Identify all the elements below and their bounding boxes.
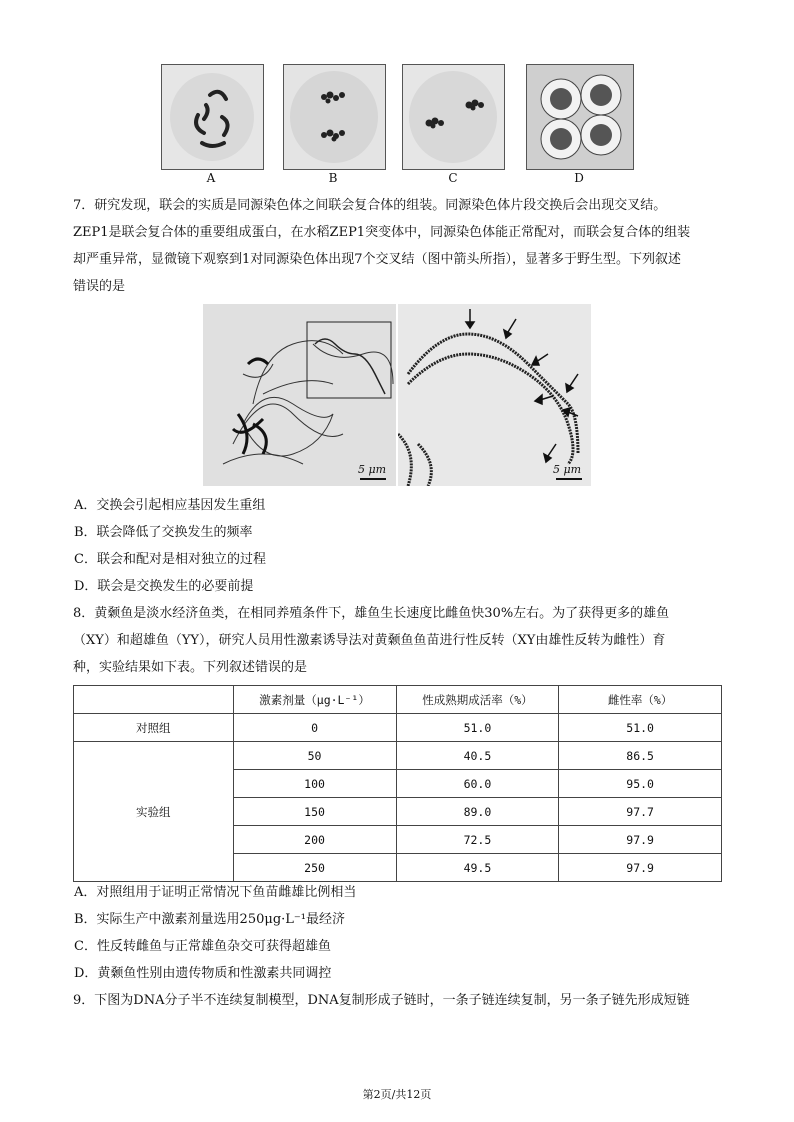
- group-label-control: 对照组: [74, 714, 234, 742]
- chromosome-spread-drawing: [203, 304, 396, 486]
- label-b: B: [328, 171, 338, 185]
- table-header-cell: 雌性率（%）: [559, 686, 722, 714]
- cell-image-b: [283, 64, 386, 170]
- q7-option-b: B．联会降低了交换发生的频率: [74, 525, 253, 540]
- cell-d-drawing: [527, 65, 633, 169]
- scale-bar-left: [360, 478, 386, 480]
- q8-line-1: 8．黄颡鱼是淡水经济鱼类，在相同养殖条件下，雄鱼生长速度比雌鱼快30%左右。为了获得更多的雄鱼: [73, 606, 670, 621]
- cell-b-drawing: [284, 65, 385, 169]
- q7-line-4: 错误的是: [73, 279, 126, 294]
- q7-line-3: 却严重异常，显微镜下观察到1对同源染色体出现7个交叉结（图中箭头所指），显著多于野生型。下列叙述: [73, 252, 682, 267]
- table-cell: 72.5: [396, 826, 559, 854]
- scale-label-left: 5 μm: [358, 463, 387, 476]
- q7-option-d: D．联会是交换发生的必要前提: [74, 579, 254, 594]
- scale-bar-right: [556, 478, 582, 480]
- q8-option-d: D．黄颡鱼性别由遗传物质和性激素共同调控: [74, 966, 332, 981]
- group-label-experiment: 实验组: [74, 742, 234, 882]
- q7-option-c: C．联会和配对是相对独立的过程: [74, 552, 266, 567]
- table-cell: 97.9: [559, 826, 722, 854]
- page-footer: 第2页/共12页: [362, 1088, 432, 1101]
- table-header-cell: 激素剂量（μg·L⁻¹）: [233, 686, 396, 714]
- table-cell: 95.0: [559, 770, 722, 798]
- crossover-closeup-drawing: [398, 304, 591, 486]
- label-c: C: [448, 171, 458, 185]
- q8-option-a: A．对照组用于证明正常情况下鱼苗雌雄比例相当: [74, 885, 357, 900]
- table-cell: 49.5: [396, 854, 559, 882]
- table-header-cell: 性成熟期成活率（%）: [396, 686, 559, 714]
- table-row: [74, 714, 722, 742]
- table-cell: 97.7: [559, 798, 722, 826]
- table-cell: 97.9: [559, 854, 722, 882]
- table-cell: 40.5: [396, 742, 559, 770]
- table-cell: 86.5: [559, 742, 722, 770]
- q7-line-2: ZEP1是联会复合体的重要组成蛋白，在水稻ZEP1突变体中，同源染色体能正常配对，而联会复合体的组装: [73, 225, 691, 240]
- q8-line-3: 种，实验结果如下表。下列叙述错误的是: [73, 660, 308, 675]
- table-cell: 100: [233, 770, 396, 798]
- cell-c-drawing: [403, 65, 504, 169]
- cell-image-a: [161, 64, 264, 170]
- table-cell: 51.0: [396, 714, 559, 742]
- cell-image-d: [526, 64, 634, 170]
- table-cell: 60.0: [396, 770, 559, 798]
- label-a: A: [206, 171, 216, 185]
- q8-option-c: C．性反转雌鱼与正常雄鱼杂交可获得超雄鱼: [74, 939, 331, 954]
- table-cell: 250: [233, 854, 396, 882]
- label-d: D: [574, 171, 584, 185]
- cell-a-drawing: [162, 65, 263, 169]
- q7-line-1: 7．研究发现，联会的实质是同源染色体之间联会复合体的组装。同源染色体片段交换后会出现交叉结。: [73, 198, 667, 213]
- q8-line-2: （XY）和超雄鱼（YY），研究人员用性激素诱导法对黄颡鱼鱼苗进行性反转（XY由雄性反转为雌性）育: [73, 633, 666, 648]
- table-row: [74, 742, 722, 770]
- table-cell: 89.0: [396, 798, 559, 826]
- scale-label-right: 5 μm: [553, 463, 582, 476]
- table-cell: 50: [233, 742, 396, 770]
- cell-image-c: [402, 64, 505, 170]
- table-header-cell: [74, 686, 234, 714]
- table-cell: 150: [233, 798, 396, 826]
- results-table: [73, 685, 722, 882]
- table-cell: 51.0: [559, 714, 722, 742]
- table-cell: 200: [233, 826, 396, 854]
- micrograph-right: [398, 304, 591, 486]
- q9-line-1: 9．下图为DNA分子半不连续复制模型，DNA复制形成子链时，一条子链连续复制，另一条子链先形成短链: [73, 993, 690, 1008]
- table-header-row: [74, 686, 722, 714]
- q8-option-b: B．实际生产中激素剂量选用250μg·L⁻¹最经济: [74, 912, 345, 927]
- q7-option-a: A．交换会引起相应基因发生重组: [74, 498, 266, 513]
- table-cell: 0: [233, 714, 396, 742]
- micrograph-left: [203, 304, 396, 486]
